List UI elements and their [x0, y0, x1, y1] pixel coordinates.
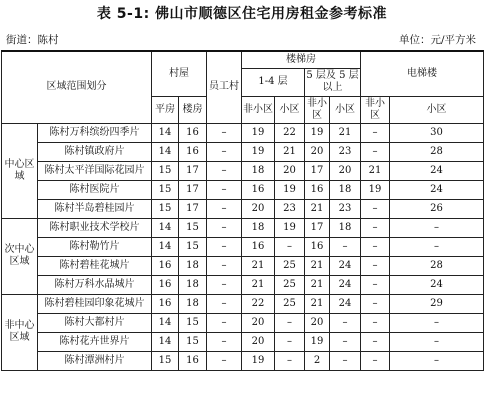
- table-row: [2, 199, 484, 218]
- value-cell-building-house: 16: [179, 142, 207, 161]
- header-community: 小区: [330, 96, 361, 123]
- value-cell-floors-1-4-non-community: 20: [242, 199, 275, 218]
- header-community: 小区: [275, 96, 305, 123]
- value-cell-elevator-non-community: –: [361, 218, 390, 237]
- header-non-community: 非小区: [242, 96, 275, 123]
- value-cell-staff-dorm: –: [207, 218, 242, 237]
- table-body: [2, 123, 484, 370]
- value-cell-building-house: 15: [179, 332, 207, 351]
- value-cell-floors-1-4-non-community: 21: [242, 256, 275, 275]
- value-cell-floors-1-4-non-community: 21: [242, 275, 275, 294]
- value-cell-floors-5-up-non-community: 21: [305, 199, 330, 218]
- table-row: [2, 218, 484, 237]
- area-name-cell: 陈村半岛碧桂园片: [38, 199, 152, 218]
- value-cell-floors-1-4-non-community: 20: [242, 332, 275, 351]
- value-cell-floors-1-4-community: 25: [275, 275, 305, 294]
- header-elevator-building: 电梯楼: [361, 51, 484, 96]
- value-cell-staff-dorm: –: [207, 275, 242, 294]
- value-cell-floors-5-up-non-community: 19: [305, 332, 330, 351]
- region-cell: 次中心区域: [2, 218, 38, 294]
- page-title: 表 5-1: 佛山市顺德区住宅用房租金参考标准: [96, 6, 388, 22]
- value-cell-floors-5-up-non-community: 17: [305, 218, 330, 237]
- value-cell-elevator-community: 24: [390, 161, 484, 180]
- street-label: 街道：陈村: [6, 34, 59, 46]
- value-cell-staff-dorm: –: [207, 142, 242, 161]
- value-cell-floors-1-4-community: 23: [275, 199, 305, 218]
- value-cell-building-house: 18: [179, 256, 207, 275]
- value-cell-elevator-community: 28: [390, 256, 484, 275]
- value-cell-floors-1-4-non-community: 16: [242, 237, 275, 256]
- value-cell-elevator-community: 29: [390, 294, 484, 313]
- value-cell-floors-1-4-non-community: 22: [242, 294, 275, 313]
- table-row: [2, 123, 484, 142]
- table-row: [2, 142, 484, 161]
- value-cell-building-house: 18: [179, 294, 207, 313]
- value-cell-building-house: 15: [179, 313, 207, 332]
- area-name-cell: 陈村碧桂园印象花城片: [38, 294, 152, 313]
- table-row: [2, 256, 484, 275]
- value-cell-floors-5-up-community: 24: [330, 275, 361, 294]
- value-cell-floors-1-4-community: –: [275, 237, 305, 256]
- value-cell-floors-5-up-community: –: [330, 332, 361, 351]
- area-name-cell: 陈村大都村片: [38, 313, 152, 332]
- area-name-cell: 陈村太平洋国际花园片: [38, 161, 152, 180]
- value-cell-building-house: 16: [179, 123, 207, 142]
- value-cell-floors-5-up-community: 23: [330, 142, 361, 161]
- value-cell-floors-1-4-community: –: [275, 332, 305, 351]
- value-cell-floors-1-4-community: –: [275, 351, 305, 370]
- value-cell-floors-1-4-non-community: 18: [242, 218, 275, 237]
- table-row: [2, 237, 484, 256]
- value-cell-building-house: 17: [179, 180, 207, 199]
- value-cell-flat-house: 14: [152, 218, 179, 237]
- header-staff-dorm: 员工村: [207, 51, 242, 123]
- value-cell-elevator-non-community: –: [361, 123, 390, 142]
- value-cell-building-house: 17: [179, 161, 207, 180]
- value-cell-staff-dorm: –: [207, 237, 242, 256]
- value-cell-elevator-community: 28: [390, 142, 484, 161]
- header-non-community: 非小区: [305, 96, 330, 123]
- value-cell-elevator-non-community: –: [361, 275, 390, 294]
- value-cell-floors-1-4-community: 25: [275, 294, 305, 313]
- header-floors-1-4: 1-4 层: [242, 68, 305, 96]
- value-cell-staff-dorm: –: [207, 123, 242, 142]
- value-cell-floors-1-4-community: 19: [275, 218, 305, 237]
- header-building-house: 楼房: [179, 96, 207, 123]
- value-cell-floors-5-up-community: –: [330, 237, 361, 256]
- header-village-house: 村屋: [152, 51, 207, 96]
- value-cell-floors-5-up-non-community: 21: [305, 275, 330, 294]
- value-cell-floors-1-4-non-community: 19: [242, 123, 275, 142]
- value-cell-elevator-community: –: [390, 218, 484, 237]
- value-cell-floors-1-4-non-community: 20: [242, 313, 275, 332]
- value-cell-elevator-non-community: –: [361, 294, 390, 313]
- value-cell-floors-5-up-non-community: 21: [305, 294, 330, 313]
- value-cell-floors-1-4-non-community: 16: [242, 180, 275, 199]
- value-cell-floors-5-up-non-community: 16: [305, 180, 330, 199]
- header-flat-house: 平房: [152, 96, 179, 123]
- area-name-cell: 陈村职业技术学校片: [38, 218, 152, 237]
- value-cell-flat-house: 16: [152, 294, 179, 313]
- value-cell-flat-house: 15: [152, 199, 179, 218]
- value-cell-staff-dorm: –: [207, 180, 242, 199]
- value-cell-floors-1-4-community: 19: [275, 180, 305, 199]
- value-cell-elevator-community: –: [390, 313, 484, 332]
- value-cell-elevator-non-community: –: [361, 351, 390, 370]
- value-cell-floors-5-up-non-community: 17: [305, 161, 330, 180]
- area-name-cell: 陈村潭洲村片: [38, 351, 152, 370]
- value-cell-floors-1-4-non-community: 19: [242, 142, 275, 161]
- header-floors-5-up: 5 层及 5 层以上: [305, 68, 361, 96]
- value-cell-elevator-non-community: –: [361, 332, 390, 351]
- value-cell-floors-5-up-non-community: 20: [305, 313, 330, 332]
- value-cell-staff-dorm: –: [207, 332, 242, 351]
- value-cell-elevator-community: 24: [390, 180, 484, 199]
- table-row: [2, 161, 484, 180]
- table-row: [2, 351, 484, 370]
- table-row: [2, 275, 484, 294]
- value-cell-flat-house: 14: [152, 237, 179, 256]
- value-cell-flat-house: 14: [152, 332, 179, 351]
- area-name-cell: 陈村万科水晶城片: [38, 275, 152, 294]
- value-cell-building-house: 15: [179, 237, 207, 256]
- area-name-cell: 陈村万科缤纷四季片: [38, 123, 152, 142]
- value-cell-staff-dorm: –: [207, 294, 242, 313]
- header-community: 小区: [390, 96, 484, 123]
- value-cell-elevator-non-community: 21: [361, 161, 390, 180]
- value-cell-floors-5-up-non-community: 16: [305, 237, 330, 256]
- table-row: [2, 332, 484, 351]
- value-cell-floors-1-4-community: 20: [275, 161, 305, 180]
- value-cell-floors-1-4-non-community: 19: [242, 351, 275, 370]
- value-cell-floors-1-4-community: 25: [275, 256, 305, 275]
- value-cell-floors-1-4-non-community: 18: [242, 161, 275, 180]
- value-cell-building-house: 17: [179, 199, 207, 218]
- region-cell: 中心区域: [2, 123, 38, 218]
- value-cell-floors-5-up-community: 21: [330, 123, 361, 142]
- value-cell-floors-5-up-community: 24: [330, 256, 361, 275]
- value-cell-elevator-community: 24: [390, 275, 484, 294]
- rent-table: [1, 50, 484, 371]
- table-row: [2, 294, 484, 313]
- value-cell-elevator-community: –: [390, 332, 484, 351]
- value-cell-floors-5-up-community: –: [330, 313, 361, 332]
- header-stair-building: 楼梯房: [242, 51, 361, 68]
- unit-label: 单位：元/平方米: [398, 34, 476, 46]
- table-row: [2, 313, 484, 332]
- value-cell-floors-5-up-community: 20: [330, 161, 361, 180]
- value-cell-flat-house: 15: [152, 351, 179, 370]
- area-name-cell: 陈村碧桂花城片: [38, 256, 152, 275]
- value-cell-elevator-non-community: –: [361, 313, 390, 332]
- value-cell-elevator-community: –: [390, 351, 484, 370]
- value-cell-floors-1-4-community: 21: [275, 142, 305, 161]
- area-name-cell: 陈村勒竹片: [38, 237, 152, 256]
- value-cell-flat-house: 15: [152, 180, 179, 199]
- value-cell-flat-house: 16: [152, 256, 179, 275]
- value-cell-elevator-non-community: 19: [361, 180, 390, 199]
- value-cell-elevator-non-community: –: [361, 256, 390, 275]
- value-cell-staff-dorm: –: [207, 161, 242, 180]
- value-cell-staff-dorm: –: [207, 256, 242, 275]
- table-header: [2, 51, 484, 123]
- value-cell-staff-dorm: –: [207, 313, 242, 332]
- value-cell-flat-house: 14: [152, 313, 179, 332]
- value-cell-flat-house: 15: [152, 161, 179, 180]
- value-cell-floors-5-up-community: 18: [330, 218, 361, 237]
- value-cell-flat-house: 14: [152, 123, 179, 142]
- table-row: [2, 180, 484, 199]
- header-region-division: 区域范围划分: [2, 51, 152, 123]
- value-cell-elevator-community: –: [390, 237, 484, 256]
- area-name-cell: 陈村医院片: [38, 180, 152, 199]
- area-name-cell: 陈村镇政府片: [38, 142, 152, 161]
- value-cell-flat-house: 14: [152, 142, 179, 161]
- value-cell-floors-5-up-non-community: 19: [305, 123, 330, 142]
- value-cell-floors-5-up-community: 24: [330, 294, 361, 313]
- value-cell-floors-5-up-non-community: 21: [305, 256, 330, 275]
- value-cell-floors-1-4-community: –: [275, 313, 305, 332]
- area-name-cell: 陈村花卉世界片: [38, 332, 152, 351]
- value-cell-floors-5-up-community: 18: [330, 180, 361, 199]
- value-cell-elevator-community: 30: [390, 123, 484, 142]
- value-cell-floors-5-up-community: –: [330, 351, 361, 370]
- value-cell-staff-dorm: –: [207, 351, 242, 370]
- value-cell-floors-5-up-community: 23: [330, 199, 361, 218]
- value-cell-staff-dorm: –: [207, 199, 242, 218]
- value-cell-building-house: 15: [179, 218, 207, 237]
- value-cell-elevator-non-community: –: [361, 199, 390, 218]
- region-cell: 非中心区域: [2, 294, 38, 370]
- value-cell-floors-5-up-non-community: 20: [305, 142, 330, 161]
- value-cell-floors-1-4-community: 22: [275, 123, 305, 142]
- value-cell-elevator-non-community: –: [361, 142, 390, 161]
- value-cell-building-house: 18: [179, 275, 207, 294]
- header-non-community: 非小区: [361, 96, 390, 123]
- value-cell-flat-house: 16: [152, 275, 179, 294]
- value-cell-floors-5-up-non-community: 2: [305, 351, 330, 370]
- value-cell-building-house: 16: [179, 351, 207, 370]
- value-cell-elevator-community: 26: [390, 199, 484, 218]
- value-cell-elevator-non-community: –: [361, 237, 390, 256]
